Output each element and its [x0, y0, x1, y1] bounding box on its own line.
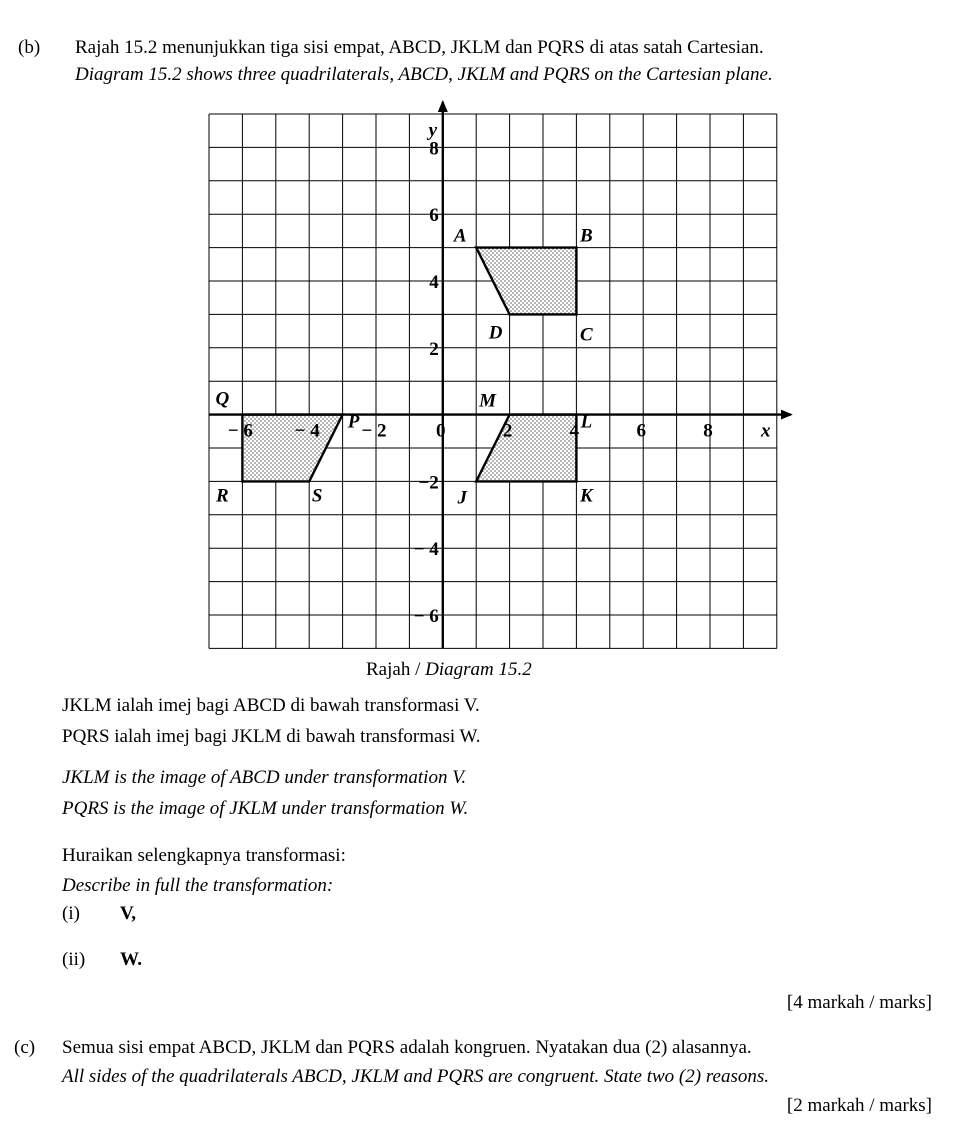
- x-tick-label: − 6: [227, 420, 253, 442]
- vertex-label-c: C: [580, 324, 593, 346]
- part-c-text-ms: Semua sisi empat ABCD, JKLM dan PQRS adalah kongruen. Nyatakan dua (2) alasannya.: [62, 1037, 752, 1058]
- part-b-marks: [4 markah / marks]: [786, 992, 932, 1013]
- vertex-label-s: S: [311, 485, 323, 507]
- vertex-label-r: R: [216, 485, 229, 507]
- vertex-label-q: Q: [215, 388, 230, 410]
- x-tick-label: − 2: [361, 420, 387, 442]
- vertex-label-d: D: [488, 322, 503, 344]
- sub-ii-label: (ii): [62, 949, 86, 970]
- diagram-caption: [366, 659, 532, 681]
- labels: [215, 120, 771, 627]
- vertex-label-m: M: [479, 390, 497, 412]
- y-axis-label: y: [428, 120, 438, 141]
- y-tick-label: 6: [429, 205, 439, 227]
- part-c-label: (c): [14, 1037, 36, 1058]
- part-c-text-en: All sides of the quadrilaterals ABCD, JKLM and PQRS are congruent. State two (2) reasons.: [62, 1066, 769, 1087]
- part-b-label: (b): [18, 37, 41, 58]
- x-tick-label: 2: [502, 420, 513, 442]
- y-tick-label: 4: [429, 272, 439, 293]
- caption-en: Diagram 15.2: [425, 659, 532, 680]
- x-tick-label: 8: [703, 420, 713, 442]
- y-tick-label: − 4: [413, 539, 439, 561]
- x-tick-label: 4: [569, 420, 580, 442]
- line2-en: PQRS is the image of JKLM under transformation W.: [62, 798, 469, 819]
- line2-ms: PQRS ialah imej bagi JKLM di bawah transformasi W.: [62, 726, 481, 747]
- caption-ms: Rajah /: [366, 659, 426, 680]
- axes: [209, 102, 791, 648]
- line1-en: JKLM is the image of ABCD under transformation V.: [62, 767, 467, 788]
- y-tick-label: − 6: [413, 606, 439, 627]
- y-tick-label: 2: [429, 338, 439, 360]
- grid: [209, 114, 777, 648]
- sub-i-text: V,: [120, 903, 137, 924]
- x-tick-label: 6: [636, 420, 646, 442]
- sub-ii-text: W.: [120, 949, 143, 970]
- vertex-label-k: K: [580, 485, 593, 507]
- y-tick-label: −2: [418, 472, 439, 494]
- vertex-label-b: B: [580, 225, 593, 247]
- describe-en: Describe in full the transformation:: [62, 875, 334, 896]
- vertex-label-j: J: [457, 487, 467, 509]
- part-b-intro-en: Diagram 15.2 shows three quadrilaterals, ABCD, JKLM and PQRS on the Cartesian plane.: [75, 64, 773, 85]
- x-axis-label: x: [761, 420, 771, 442]
- part-c-marks: [2 markah / marks]: [786, 1095, 932, 1116]
- vertex-label-p: P: [347, 411, 360, 433]
- x-tick-label: 0: [436, 420, 446, 442]
- sub-i-label: (i): [62, 903, 80, 924]
- describe-ms: Huraikan selengkapnya transformasi:: [62, 845, 346, 866]
- vertex-label-a: A: [453, 225, 467, 247]
- vertex-label-l: L: [580, 411, 593, 433]
- line1-ms: JKLM ialah imej bagi ABCD di bawah transformasi V.: [62, 695, 480, 716]
- part-b-intro-ms: Rajah 15.2 menunjukkan tiga sisi empat, ABCD, JKLM dan PQRS di atas satah Cartesian.: [75, 37, 764, 58]
- y-tick-label: 8: [429, 138, 439, 160]
- x-tick-label: − 4: [294, 420, 320, 442]
